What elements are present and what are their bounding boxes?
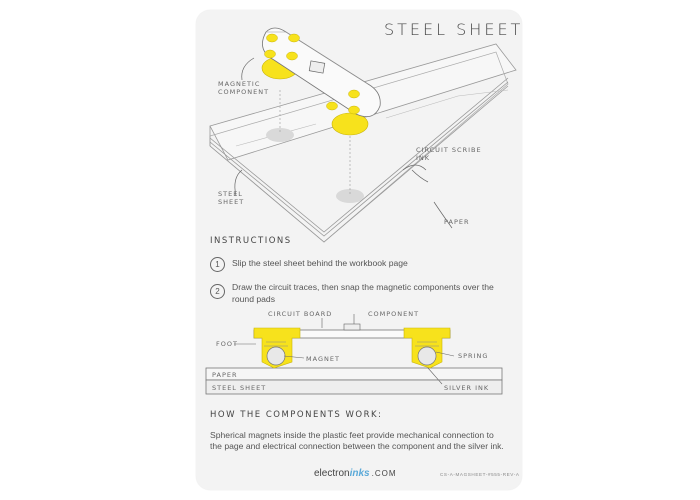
how-it-works-heading: HOW THE COMPONENTS WORK:	[210, 410, 383, 420]
brand-logo	[314, 468, 396, 479]
step-text: Slip the steel sheet behind the workbook page	[232, 258, 408, 268]
card-title: STEEL SHEET	[384, 20, 524, 39]
brand-o: o	[338, 468, 345, 479]
step-2	[210, 282, 510, 308]
brand-highlight: inks	[349, 468, 370, 479]
paper-layer	[206, 368, 502, 380]
label-silver-ink: SILVER INK	[444, 384, 490, 392]
label-steel-sheet: STEEL SHEET	[218, 190, 245, 207]
label-spring: SPRING	[458, 352, 489, 360]
label-circuit-scribe-ink: CIRCUIT SCRIBE INK	[416, 146, 482, 163]
instructions-heading: INSTRUCTIONS	[210, 236, 292, 246]
round-pad	[336, 189, 364, 203]
label-paper-layer: PAPER	[212, 371, 238, 379]
label-paper: PAPER	[444, 218, 470, 226]
brand-domain: .COM	[371, 469, 397, 478]
step-text: Draw the circuit traces, then snap the magnetic components over the round pads	[232, 282, 494, 304]
step-number: 1	[210, 257, 225, 272]
arrow	[242, 58, 254, 80]
label-magnetic-component: MAGNETIC COMPONENT	[218, 80, 270, 97]
right-foot	[404, 328, 450, 368]
label-foot: FOOT	[216, 340, 238, 348]
exploded-diagram	[196, 10, 522, 250]
sku-code: CS-A-MAGSHEET-#555-REV-A	[440, 472, 520, 477]
step-number: 2	[210, 284, 225, 299]
label-component: COMPONENT	[368, 310, 420, 318]
brand-prefix: electr	[314, 468, 339, 479]
how-it-works-text: Spherical magnets inside the plastic feet provide mechanical connection to the page and electrical connection between the component and the silver ink.	[210, 430, 504, 452]
label-circuit-board: CIRCUIT BOARD	[268, 310, 333, 318]
step-1	[210, 258, 510, 272]
label-steel-sheet-layer: STEEL SHEET	[212, 384, 267, 392]
component-chip	[344, 324, 360, 330]
label-magnet: MAGNET	[306, 355, 340, 363]
left-foot	[254, 328, 300, 368]
brand-n: n	[344, 468, 350, 479]
